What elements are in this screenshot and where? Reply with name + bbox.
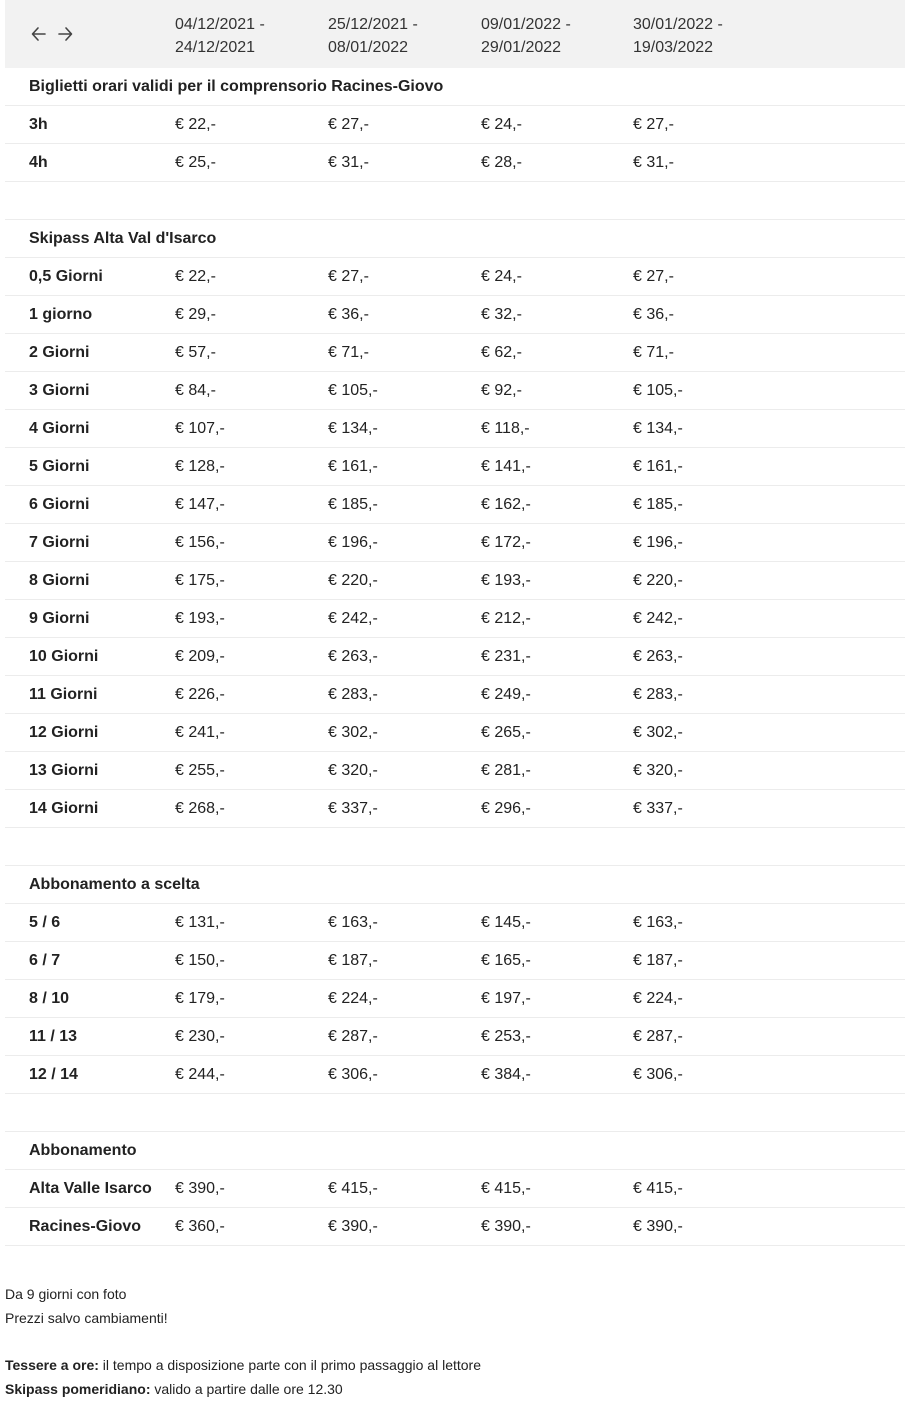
table-row (5, 106, 905, 144)
row-label: 13 Giorni (29, 762, 99, 779)
price-cell: € 25,- (175, 154, 216, 171)
price-cell: € 337,- (328, 800, 378, 817)
price-cell: € 162,- (481, 496, 531, 513)
price-cell: € 71,- (328, 344, 369, 361)
note-afternoon (5, 1378, 481, 1402)
period-end: 08/01/2022 (328, 39, 409, 56)
period-header-4 (633, 13, 723, 59)
price-cell: € 57,- (175, 344, 216, 361)
table-row (5, 1208, 905, 1246)
row-label: 6 / 7 (29, 952, 61, 969)
note-hourly (5, 1354, 481, 1378)
price-cell: € 287,- (328, 1028, 378, 1045)
period-end: 29/01/2022 (481, 39, 562, 56)
table-body (5, 68, 905, 1246)
section-spacer (5, 1094, 905, 1132)
price-cell: € 241,- (175, 724, 225, 741)
price-cell: € 306,- (328, 1066, 378, 1083)
price-cell: € 415,- (328, 1180, 378, 1197)
price-cell: € 131,- (175, 914, 225, 931)
price-cell: € 84,- (175, 382, 216, 399)
table-row (5, 144, 905, 182)
period-end: 19/03/2022 (633, 39, 714, 56)
price-cell: € 224,- (328, 990, 378, 1007)
price-cell: € 27,- (633, 116, 674, 133)
price-cell: € 28,- (481, 154, 522, 171)
row-label: 12 / 14 (29, 1066, 78, 1083)
table-row (5, 714, 905, 752)
price-cell: € 281,- (481, 762, 531, 779)
note-afternoon-label: Skipass pomeridiano: (5, 1380, 151, 1397)
section-spacer (5, 828, 905, 866)
price-cell: € 320,- (633, 762, 683, 779)
price-cell: € 107,- (175, 420, 225, 437)
period-start: 25/12/2021 - (328, 16, 418, 33)
price-cell: € 134,- (633, 420, 683, 437)
price-cell: € 242,- (633, 610, 683, 627)
row-label: 10 Giorni (29, 648, 99, 665)
price-cell: € 22,- (175, 116, 216, 133)
table-row (5, 410, 905, 448)
price-cell: € 172,- (481, 534, 531, 551)
price-cell: € 230,- (175, 1028, 225, 1045)
row-label: Racines-Giovo (29, 1218, 142, 1235)
period-start: 09/01/2022 - (481, 16, 571, 33)
period-header-2 (328, 13, 418, 59)
price-cell: € 296,- (481, 800, 531, 817)
price-cell: € 415,- (633, 1180, 683, 1197)
price-cell: € 249,- (481, 686, 531, 703)
price-cell: € 185,- (633, 496, 683, 513)
price-cell: € 161,- (633, 458, 683, 475)
period-header-3 (481, 13, 571, 59)
row-label: 8 / 10 (29, 990, 70, 1007)
price-cell: € 24,- (481, 116, 522, 133)
price-cell: € 27,- (328, 116, 369, 133)
table-row (5, 1170, 905, 1208)
note-afternoon-text: valido a partire dalle ore 12.30 (150, 1380, 343, 1397)
table-row (5, 790, 905, 828)
price-cell: € 175,- (175, 572, 225, 589)
table-row (5, 448, 905, 486)
price-cell: € 242,- (328, 610, 378, 627)
price-cell: € 283,- (633, 686, 683, 703)
price-cell: € 209,- (175, 648, 225, 665)
row-label: 9 Giorni (29, 610, 90, 627)
price-cell: € 147,- (175, 496, 225, 513)
price-cell: € 224,- (633, 990, 683, 1007)
price-cell: € 179,- (175, 990, 225, 1007)
price-cell: € 253,- (481, 1028, 531, 1045)
price-cell: € 187,- (328, 952, 378, 969)
row-label: 5 Giorni (29, 458, 90, 475)
table-row (5, 258, 905, 296)
price-cell: € 141,- (481, 458, 531, 475)
price-cell: € 283,- (328, 686, 378, 703)
table-row (5, 942, 905, 980)
table-row (5, 372, 905, 410)
section-title: Biglietti orari validi per il comprensorio Racines-Giovo (29, 78, 444, 95)
price-cell: € 32,- (481, 306, 522, 323)
table-row (5, 334, 905, 372)
price-cell: € 384,- (481, 1066, 531, 1083)
price-cell: € 360,- (175, 1218, 225, 1235)
price-cell: € 265,- (481, 724, 531, 741)
price-cell: € 161,- (328, 458, 378, 475)
price-cell: € 268,- (175, 800, 225, 817)
price-cell: € 287,- (633, 1028, 683, 1045)
table-row (5, 676, 905, 714)
price-cell: € 29,- (175, 306, 216, 323)
table-row (5, 296, 905, 334)
section-header-row (5, 866, 905, 904)
price-cell: € 156,- (175, 534, 225, 551)
price-cell: € 390,- (328, 1218, 378, 1235)
row-label: 8 Giorni (29, 572, 90, 589)
price-cell: € 337,- (633, 800, 683, 817)
price-cell: € 302,- (633, 724, 683, 741)
table-row (5, 524, 905, 562)
table-row (5, 1056, 905, 1094)
price-cell: € 163,- (633, 914, 683, 931)
row-label: 6 Giorni (29, 496, 90, 513)
table-row (5, 980, 905, 1018)
price-cell: € 255,- (175, 762, 225, 779)
price-cell: € 145,- (481, 914, 531, 931)
price-cell: € 105,- (328, 382, 378, 399)
price-cell: € 390,- (481, 1218, 531, 1235)
price-cell: € 163,- (328, 914, 378, 931)
price-table-viewport[interactable] (5, 0, 723, 1245)
price-cell: € 185,- (328, 496, 378, 513)
row-label: 4 Giorni (29, 420, 90, 437)
section-header-row (5, 68, 905, 106)
price-cell: € 220,- (633, 572, 683, 589)
price-cell: € 27,- (633, 268, 674, 285)
row-label: 7 Giorni (29, 534, 90, 551)
price-table (5, 0, 905, 1246)
note-photo: Da 9 giorni con foto (5, 1286, 127, 1302)
price-cell: € 306,- (633, 1066, 683, 1083)
price-cell: € 193,- (481, 572, 531, 589)
section-header-row (5, 1132, 905, 1170)
price-cell: € 165,- (481, 952, 531, 969)
price-cell: € 31,- (633, 154, 674, 171)
row-label: 12 Giorni (29, 724, 99, 741)
price-cell: € 197,- (481, 990, 531, 1007)
note-hourly-text: il tempo a disposizione parte con il primo passaggio al lettore (98, 1357, 482, 1373)
price-cell: € 390,- (633, 1218, 683, 1235)
table-row (5, 1018, 905, 1056)
period-start: 30/01/2022 - (633, 16, 723, 33)
price-cell: € 196,- (328, 534, 378, 551)
period-header-1 (175, 13, 265, 59)
row-label: 3h (29, 116, 48, 133)
price-cell: € 118,- (481, 420, 530, 437)
price-cell: € 302,- (328, 724, 378, 741)
section-title: Skipass Alta Val d'Isarco (29, 230, 217, 247)
price-cell: € 220,- (328, 572, 378, 589)
price-cell: € 22,- (175, 268, 216, 285)
price-cell: € 263,- (328, 648, 378, 665)
table-row (5, 752, 905, 790)
note-hourly-label: Tessere a ore: (5, 1357, 99, 1373)
price-cell: € 71,- (633, 344, 674, 361)
price-cell: € 128,- (175, 458, 225, 475)
price-cell: € 134,- (328, 420, 378, 437)
row-label: 5 / 6 (29, 914, 61, 931)
row-label: 3 Giorni (29, 382, 90, 399)
table-header (5, 0, 905, 68)
price-cell: € 36,- (633, 306, 674, 323)
period-end: 24/12/2021 (175, 39, 256, 56)
section-header-row (5, 220, 905, 258)
price-cell: € 212,- (481, 610, 531, 627)
price-cell: € 263,- (633, 648, 683, 665)
price-cell: € 244,- (175, 1066, 225, 1083)
row-label: 0,5 Giorni (29, 268, 103, 285)
row-label: 2 Giorni (29, 344, 90, 361)
price-cell: € 226,- (175, 686, 225, 703)
arrow-right-icon[interactable] (57, 24, 73, 44)
price-cell: € 62,- (481, 344, 522, 361)
section-spacer (5, 182, 905, 220)
price-cell: € 187,- (633, 952, 683, 969)
row-label: 11 Giorni (29, 686, 98, 703)
price-cell: € 105,- (633, 382, 683, 399)
row-label: 14 Giorni (29, 800, 99, 817)
price-cell: € 193,- (175, 610, 225, 627)
table-row (5, 904, 905, 942)
row-label: Alta Valle Isarco (29, 1180, 152, 1197)
arrow-left-icon[interactable] (31, 24, 47, 44)
table-row (5, 638, 905, 676)
row-label: 4h (29, 154, 48, 171)
table-row (5, 486, 905, 524)
price-cell: € 196,- (633, 534, 683, 551)
price-cell: € 150,- (175, 952, 225, 969)
price-cell: € 27,- (328, 268, 369, 285)
price-cell: € 36,- (328, 306, 369, 323)
row-label: 11 / 13 (29, 1028, 78, 1045)
period-start: 04/12/2021 - (175, 16, 265, 33)
price-cell: € 31,- (328, 154, 369, 171)
price-cell: € 415,- (481, 1180, 531, 1197)
price-cell: € 24,- (481, 268, 522, 285)
price-cell: € 231,- (481, 648, 531, 665)
price-cell: € 92,- (481, 382, 522, 399)
note-prices: Prezzi salvo cambiamenti! (5, 1309, 168, 1326)
table-row (5, 600, 905, 638)
notes (5, 1283, 481, 1401)
period-nav (31, 24, 73, 44)
section-title: Abbonamento a scelta (29, 876, 200, 893)
table-row (5, 562, 905, 600)
row-label: 1 giorno (29, 306, 93, 323)
price-cell: € 320,- (328, 762, 378, 779)
price-cell: € 390,- (175, 1180, 225, 1197)
section-title: Abbonamento (29, 1142, 137, 1159)
